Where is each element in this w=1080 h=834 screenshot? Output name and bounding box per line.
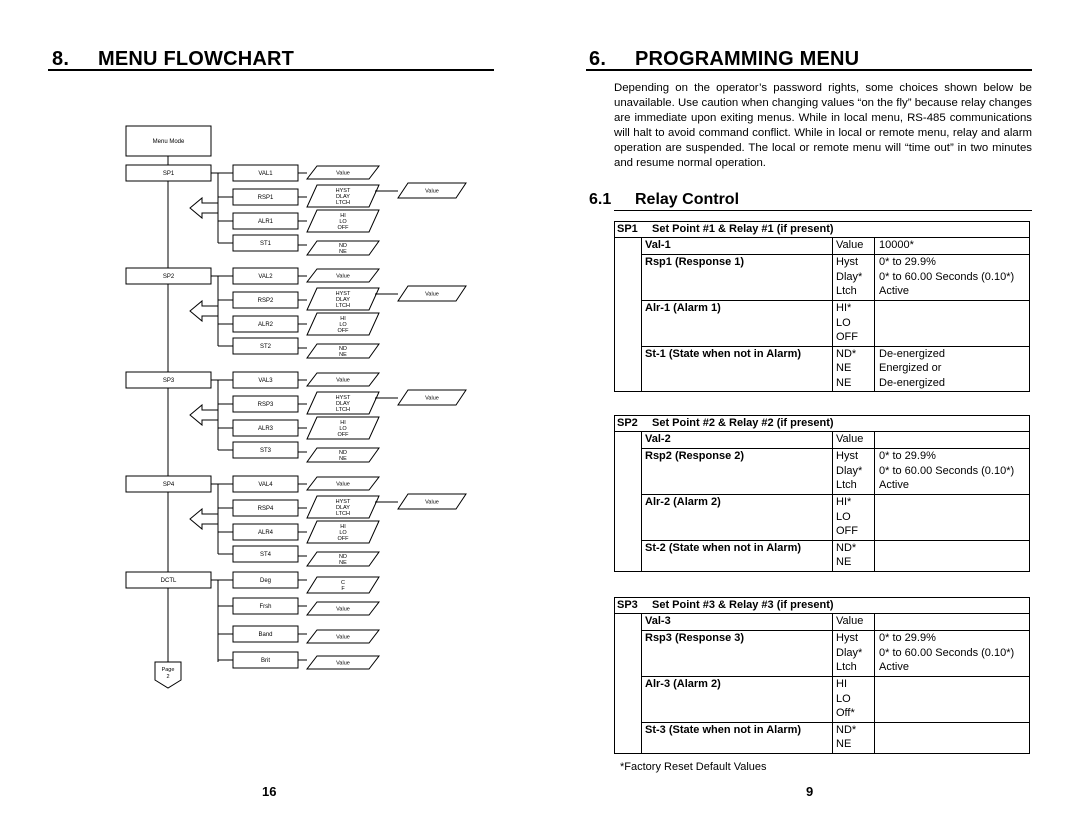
subsection-number: 6.1 [589, 191, 612, 208]
rsp-box-label: RSP2 [257, 298, 274, 304]
table-row-option: Value [836, 615, 864, 627]
setpoint-box-label: SP3 [162, 378, 175, 384]
rsp-value-option-option: Value [425, 395, 439, 402]
rsp-box-label: RSP4 [257, 506, 274, 512]
table-row-detail: Active [879, 284, 909, 297]
right-page-number: 9 [806, 784, 814, 799]
alr-options-option: LO [339, 530, 347, 536]
rsp-options-option: DLAY [336, 194, 350, 200]
table-row-option: ND* [836, 542, 857, 555]
rsp-options-option: DLAY [336, 505, 350, 511]
table-row-option: Ltch [836, 478, 857, 491]
dctl-item-box-label: Brit [261, 658, 270, 664]
st-options-option: ND [339, 450, 347, 456]
table-divider [614, 613, 1030, 614]
subsection-rule [614, 210, 1032, 211]
st-box-label: ST1 [259, 241, 272, 247]
alr-options-option: HI [340, 420, 346, 426]
st-options-option: NE [339, 352, 347, 358]
rsp-box-label: RSP1 [257, 195, 274, 201]
left-section-title: MENU FLOWCHART [98, 48, 295, 70]
val-box-label: VAL4 [258, 482, 273, 488]
table-row-param: Val-2 [645, 433, 671, 445]
table-row-param: St-2 (State when not in Alarm) [645, 542, 802, 555]
st-options-option: NE [339, 249, 347, 255]
table-row-option: Dlay* [836, 270, 863, 283]
val-box-label: VAL3 [258, 378, 273, 384]
rsp-options-option: LTCH [336, 303, 350, 309]
rsp-options-option: LTCH [336, 200, 350, 206]
setpoint-box-label: SP1 [162, 171, 175, 177]
table-title: Set Point #3 & Relay #3 (if present) [652, 599, 834, 611]
left-page-number: 16 [262, 784, 277, 799]
table-row-option: Ltch [836, 660, 857, 673]
table-row-param: Alr-1 (Alarm 1) [645, 302, 721, 315]
table-row-option: NE [836, 376, 852, 389]
st-options-option: ND [339, 243, 347, 249]
table-row-detail: De-energized [879, 376, 946, 389]
right-heading-rule [586, 69, 1032, 71]
table-row-detail: 0* to 29.9% [879, 632, 936, 645]
table-title: Set Point #2 & Relay #2 (if present) [652, 417, 834, 429]
table-row-detail: 0* to 60.00 Seconds (0.10*) [879, 464, 1015, 477]
table-row-param: Rsp2 (Response 2) [645, 450, 745, 463]
table-divider [614, 431, 1030, 432]
dctl-box-label: DCTL [160, 578, 177, 584]
alr-box-label: ALR4 [257, 530, 274, 536]
rsp-value-option-option: Value [425, 499, 439, 506]
table-row-param: St-3 (State when not in Alarm) [645, 724, 802, 737]
table-row-param: St-1 (State when not in Alarm) [645, 348, 802, 361]
table-title: Set Point #1 & Relay #1 (if present) [652, 223, 834, 235]
table-row-option: Dlay* [836, 464, 863, 477]
table-row-detail: 0* to 29.9% [879, 256, 936, 269]
rsp-options-option: LTCH [336, 511, 350, 517]
table-row-option: OFF [836, 330, 858, 343]
val-box-label: VAL1 [258, 171, 273, 177]
alr-options-option: OFF [337, 328, 349, 334]
table-row-option: LO [836, 316, 851, 329]
alr-options-option: LO [339, 219, 347, 225]
rsp-box-label: RSP3 [257, 402, 274, 408]
right-section-title: PROGRAMMING MENU [635, 48, 860, 70]
table-row-param: Alr-2 (Alarm 2) [645, 496, 721, 509]
page-connector-label: Page [161, 667, 175, 673]
return-arrow-icon [190, 198, 218, 218]
table-row-detail: 0* to 29.9% [879, 450, 936, 463]
alr-options-option: HI [340, 524, 346, 530]
table-row-option: Off* [836, 706, 855, 719]
st-box-label: ST4 [259, 552, 272, 558]
dctl-item-options-option: C [341, 580, 345, 586]
rsp-options-option: HYST [335, 395, 351, 401]
table-row-option: LO [836, 510, 851, 523]
table-row-option: ND* [836, 348, 857, 361]
table-row-detail: 0* to 60.00 Seconds (0.10*) [879, 646, 1015, 659]
table-row-detail: Energized or [879, 362, 942, 375]
table-code: SP1 [617, 223, 638, 235]
table-row-detail: Active [879, 478, 909, 491]
rsp-options-option: LTCH [336, 407, 350, 413]
table-header [617, 416, 834, 430]
table-row-option: OFF [836, 524, 858, 537]
table-column-line [641, 431, 642, 572]
rsp-options-option: DLAY [336, 297, 350, 303]
table-divider [614, 237, 1030, 238]
dctl-item-box-label: Band [258, 632, 273, 638]
return-arrow-icon [190, 509, 218, 529]
table-row-option: Hyst [836, 256, 858, 269]
table-row-option: HI* [836, 496, 852, 509]
table-row-option: LO [836, 692, 851, 705]
dctl-item-options-option: Value [336, 634, 350, 641]
st-options-option: ND [339, 346, 347, 352]
table-row-option: NE [836, 556, 852, 569]
menu-mode-box-label: Menu Mode [152, 139, 185, 145]
table-row-option: Value [836, 239, 864, 251]
table-column-line [832, 431, 833, 572]
table-column-line [641, 613, 642, 754]
value-option-option: Value [336, 481, 350, 488]
table-row-option: NE [836, 738, 852, 751]
table-row-option: ND* [836, 724, 857, 737]
st-box-label: ST3 [259, 448, 272, 454]
alr-box-label: ALR3 [257, 426, 274, 432]
value-option-option: Value [336, 273, 350, 280]
table-header [617, 598, 834, 612]
st-box-label: ST2 [259, 344, 272, 350]
table-row-option: HI* [836, 302, 852, 315]
alr-options-option: OFF [337, 536, 349, 542]
st-options-option: NE [339, 560, 347, 566]
right-section-heading [589, 48, 859, 71]
alr-box-label: ALR1 [257, 219, 274, 225]
right-section-number: 6. [589, 48, 607, 70]
subsection-title: Relay Control [635, 191, 740, 208]
dctl-item-options-option: Value [336, 606, 350, 613]
dctl-item-box-label: Deg [259, 578, 272, 584]
table-header [617, 222, 834, 236]
dctl-item-options-option: Value [336, 660, 350, 667]
setpoint-box-label: SP2 [162, 274, 175, 280]
dctl-item-options-option: F [341, 586, 345, 592]
alr-options-option: OFF [337, 432, 349, 438]
rsp-options-option: HYST [335, 499, 351, 505]
table-row-param: Val-3 [645, 615, 671, 627]
table-row-option: HI [836, 678, 847, 691]
alr-options-option: HI [340, 213, 346, 219]
table-column-line [832, 237, 833, 392]
table-row-param: Rsp3 (Response 3) [645, 632, 745, 645]
table-row-option: Dlay* [836, 646, 863, 659]
alr-box-label: ALR2 [257, 322, 274, 328]
table-row-param: Alr-3 (Alarm 2) [645, 678, 721, 691]
intro-paragraph: Depending on the operator’s password rights, some choices shown below be unavailable. Use caution when changing values “on the fly” because relay changes are immediate upon exiting menus. While in local menu, RS-485 communications will halt to avoid command conflict. While in local or remote menu, relay and alarm operation are suspended. The local or remote menu will “time out” in two minutes and resume normal operation. [614, 82, 1032, 169]
return-arrow-icon [190, 405, 218, 425]
table-row-detail: 10000* [879, 239, 914, 251]
left-section-number: 8. [52, 48, 70, 70]
alr-options-option: HI [340, 316, 346, 322]
footnote: *Factory Reset Default Values [620, 761, 767, 773]
table-row-option: Value [836, 433, 864, 445]
alr-options-option: LO [339, 322, 347, 328]
dctl-item-box-label: Frsh [259, 604, 272, 610]
page-connector-number: 2 [166, 674, 170, 680]
rsp-options-option: HYST [335, 188, 351, 194]
table-row-option: NE [836, 362, 852, 375]
table-column-line [874, 431, 875, 572]
table-row-option: Ltch [836, 284, 857, 297]
st-options-option: NE [339, 456, 347, 462]
rsp-options-option: HYST [335, 291, 351, 297]
table-code: SP2 [617, 417, 638, 429]
table-row-detail: Active [879, 660, 909, 673]
subsection-heading [589, 191, 739, 209]
table-column-line [832, 613, 833, 754]
table-row-param: Val-1 [645, 239, 671, 251]
table-row-detail: 0* to 60.00 Seconds (0.10*) [879, 270, 1015, 283]
st-options-option: ND [339, 554, 347, 560]
table-row-option: Hyst [836, 450, 858, 463]
table-code: SP3 [617, 599, 638, 611]
table-row-detail: De-energized [879, 348, 946, 361]
val-box-label: VAL2 [258, 274, 273, 280]
value-option-option: Value [336, 377, 350, 384]
table-column-line [874, 237, 875, 392]
table-column-line [874, 613, 875, 754]
setpoint-box-label: SP4 [162, 482, 175, 488]
table-column-line [641, 237, 642, 392]
return-arrow-icon [190, 301, 218, 321]
table-row-option: Hyst [836, 632, 858, 645]
alr-options-option: LO [339, 426, 347, 432]
rsp-value-option-option: Value [425, 291, 439, 298]
table-row-param: Rsp1 (Response 1) [645, 256, 745, 269]
alr-options-option: OFF [337, 225, 349, 231]
value-option-option: Value [336, 170, 350, 177]
rsp-value-option-option: Value [425, 188, 439, 195]
rsp-options-option: DLAY [336, 401, 350, 407]
